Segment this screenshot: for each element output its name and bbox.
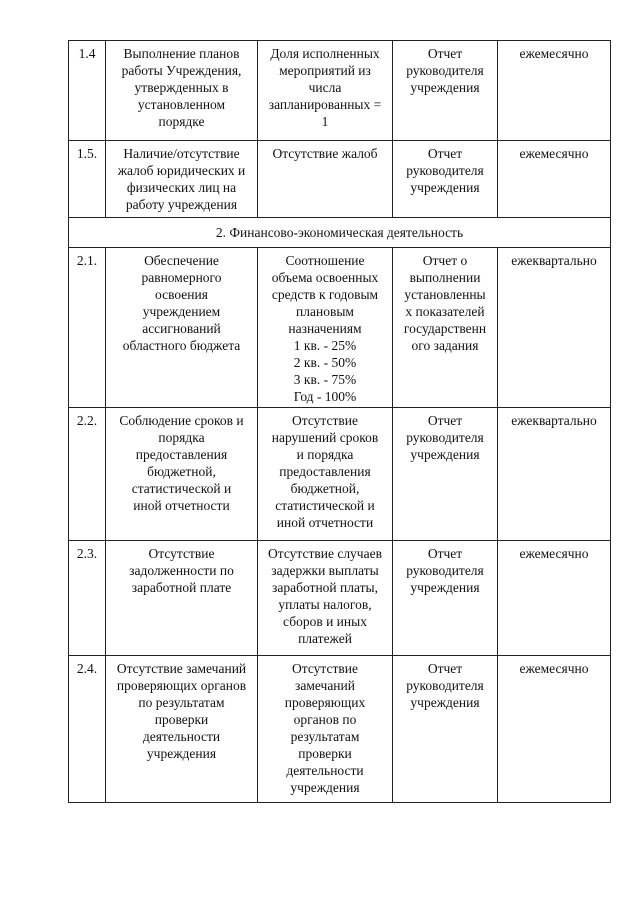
indicator-cell (258, 41, 393, 141)
indicator-cell-line: органов по (293, 712, 357, 727)
criterion-cell-line: предоставления (135, 447, 228, 462)
indicator-cell-line: запланированных = (268, 97, 382, 112)
source-cell-line: Отчет (427, 413, 463, 428)
indicator-cell-line: бюджетной, (290, 481, 360, 496)
indicator-cell-line: средств к годовым (271, 287, 379, 302)
indicator-cell-line: Соотношение (285, 253, 365, 268)
indicator-cell-line: Доля исполненных (270, 46, 380, 61)
criterion-cell-line: Выполнение планов (123, 46, 240, 61)
source-cell-line: учреждения (410, 180, 480, 195)
indicator-cell-line: Год - 100% (293, 389, 357, 404)
indicator-cell-line: 2 кв. - 50% (293, 355, 357, 370)
source-cell-line: руководителя (406, 430, 484, 445)
row-number: 2.1. (69, 248, 106, 408)
table-row (69, 656, 611, 803)
criterion-cell-line: жалоб юридических и (117, 163, 246, 178)
period-cell: ежемесячно (498, 541, 611, 656)
source-cell-line: установленны (404, 287, 486, 302)
criterion-cell (106, 656, 258, 803)
criterion-cell-line: областного бюджета (122, 338, 241, 353)
indicator-cell (258, 541, 393, 656)
source-cell-line: учреждения (410, 80, 480, 95)
indicator-cell-line: заработной платы, (272, 580, 378, 595)
indicator-cell-line: объема освоенных (271, 270, 379, 285)
criterion-cell-line: ассигнований (142, 321, 221, 336)
criterion-cell-line: Наличие/отсутствие (123, 146, 240, 161)
source-cell-line: Отчет (427, 546, 463, 561)
criterion-cell-line: утвержденных в (134, 80, 229, 95)
criterion-cell-line: деятельности (142, 729, 221, 744)
table-row (69, 141, 611, 218)
source-cell-line: учреждения (410, 695, 480, 710)
indicator-cell-line: назначениям (288, 321, 362, 336)
criterion-cell-line: Отсутствие замечаний (116, 661, 247, 676)
indicator-cell-line: числа (308, 80, 342, 95)
table-row (69, 248, 611, 408)
criterion-cell-line: освоения (155, 287, 208, 302)
criterion-cell-line: задолженности по (129, 563, 234, 578)
source-cell-line: Отчет (427, 146, 463, 161)
indicator-cell-line: уплаты налогов, (278, 597, 372, 612)
source-cell (393, 41, 498, 141)
criterion-cell (106, 541, 258, 656)
indicator-cell-line: плановым (296, 304, 354, 319)
criterion-cell (106, 141, 258, 218)
source-cell-line: ого задания (411, 338, 479, 353)
criterion-cell (106, 248, 258, 408)
indicator-cell-line: задержки выплаты (271, 563, 379, 578)
source-cell-line: государственн (403, 321, 487, 336)
indicator-cell (258, 656, 393, 803)
source-cell-line: Отчет (427, 661, 463, 676)
period-cell: ежеквартально (498, 408, 611, 541)
criterion-cell (106, 41, 258, 141)
indicator-cell (258, 408, 393, 541)
criterion-cell-line: заработной плате (131, 580, 232, 595)
indicator-cell-line: сборов и иных (283, 614, 367, 629)
section-header-row (69, 218, 611, 248)
criterion-cell-line: Отсутствие (148, 546, 215, 561)
criterion-cell-line: иной отчетности (133, 498, 230, 513)
criterion-cell-line: статистической и (131, 481, 232, 496)
indicator-cell-line: Отсутствие (292, 661, 358, 676)
indicator-cell-line: результатам (290, 729, 360, 744)
source-cell-line: выполнении (409, 270, 481, 285)
period-cell: ежеквартально (498, 248, 611, 408)
source-cell-line: х показателей (405, 304, 485, 319)
row-number: 2.4. (69, 656, 106, 803)
section-1-rows (69, 41, 611, 218)
criterion-cell-line: работы Учреждения, (121, 63, 242, 78)
indicator-cell-line: деятельности (286, 763, 364, 778)
source-cell-line: учреждения (410, 580, 480, 595)
criterion-cell-line: физических лиц на (126, 180, 237, 195)
period-cell: ежемесячно (498, 656, 611, 803)
criterion-cell-line: учреждением (142, 304, 221, 319)
criterion-cell-line: бюджетной, (147, 464, 216, 479)
table-row (69, 541, 611, 656)
indicator-cell-line: мероприятий из (279, 63, 371, 78)
period-cell: ежемесячно (498, 41, 611, 141)
criteria-table (68, 40, 611, 803)
indicator-cell-line: иной отчетности (276, 515, 374, 530)
indicator-cell-line: учреждения (290, 780, 360, 795)
section-2-rows (69, 248, 611, 803)
criterion-cell-line: проверяющих органов (116, 678, 247, 693)
table-row (69, 41, 611, 141)
source-cell-line: Отчет о (422, 253, 468, 268)
source-cell (393, 541, 498, 656)
indicator-cell-line: Отсутствие (292, 413, 358, 428)
criterion-cell (106, 408, 258, 541)
criterion-cell-line: порядка (158, 430, 205, 445)
criterion-cell-line: Обеспечение (144, 253, 219, 268)
source-cell-line: Отчет (427, 46, 463, 61)
source-cell (393, 656, 498, 803)
source-cell-line: руководителя (406, 678, 484, 693)
indicator-cell-line: предоставления (279, 464, 371, 479)
row-number: 1.4 (69, 41, 106, 141)
criterion-cell-line: равномерного (141, 270, 222, 285)
criterion-cell-line: по результатам (138, 695, 225, 710)
source-cell (393, 408, 498, 541)
criterion-cell-line: порядке (158, 114, 205, 129)
table-row (69, 408, 611, 541)
source-cell-line: руководителя (406, 63, 484, 78)
indicator-cell (258, 248, 393, 408)
source-cell (393, 141, 498, 218)
criterion-cell-line: Соблюдение сроков и (119, 413, 244, 428)
indicator-cell-line: и порядка (296, 447, 354, 462)
period-cell: ежемесячно (498, 141, 611, 218)
row-number: 2.2. (69, 408, 106, 541)
indicator-cell-line: Отсутствие жалоб (272, 146, 378, 161)
criterion-cell-line: проверки (154, 712, 209, 727)
indicator-cell-line: нарушений сроков (271, 430, 379, 445)
row-number: 2.3. (69, 541, 106, 656)
section-title: 2. Финансово-экономическая деятельность (69, 218, 611, 248)
indicator-cell (258, 141, 393, 218)
indicator-cell-line: 1 кв. - 25% (293, 338, 357, 353)
indicator-cell-line: замечаний (295, 678, 355, 693)
indicator-cell-line: Отсутствие случаев (268, 546, 382, 561)
criterion-cell-line: установленном (137, 97, 226, 112)
indicator-cell-line: проверки (298, 746, 352, 761)
indicator-cell-line: 3 кв. - 75% (293, 372, 357, 387)
criterion-cell-line: работу учреждения (125, 197, 238, 212)
source-cell (393, 248, 498, 408)
indicator-cell-line: статистической и (275, 498, 375, 513)
source-cell-line: учреждения (410, 447, 480, 462)
row-number: 1.5. (69, 141, 106, 218)
indicator-cell-line: платежей (298, 631, 352, 646)
indicator-cell-line: 1 (321, 114, 329, 129)
criterion-cell-line: учреждения (146, 746, 217, 761)
source-cell-line: руководителя (406, 163, 484, 178)
source-cell-line: руководителя (406, 563, 484, 578)
indicator-cell-line: проверяющих (284, 695, 366, 710)
